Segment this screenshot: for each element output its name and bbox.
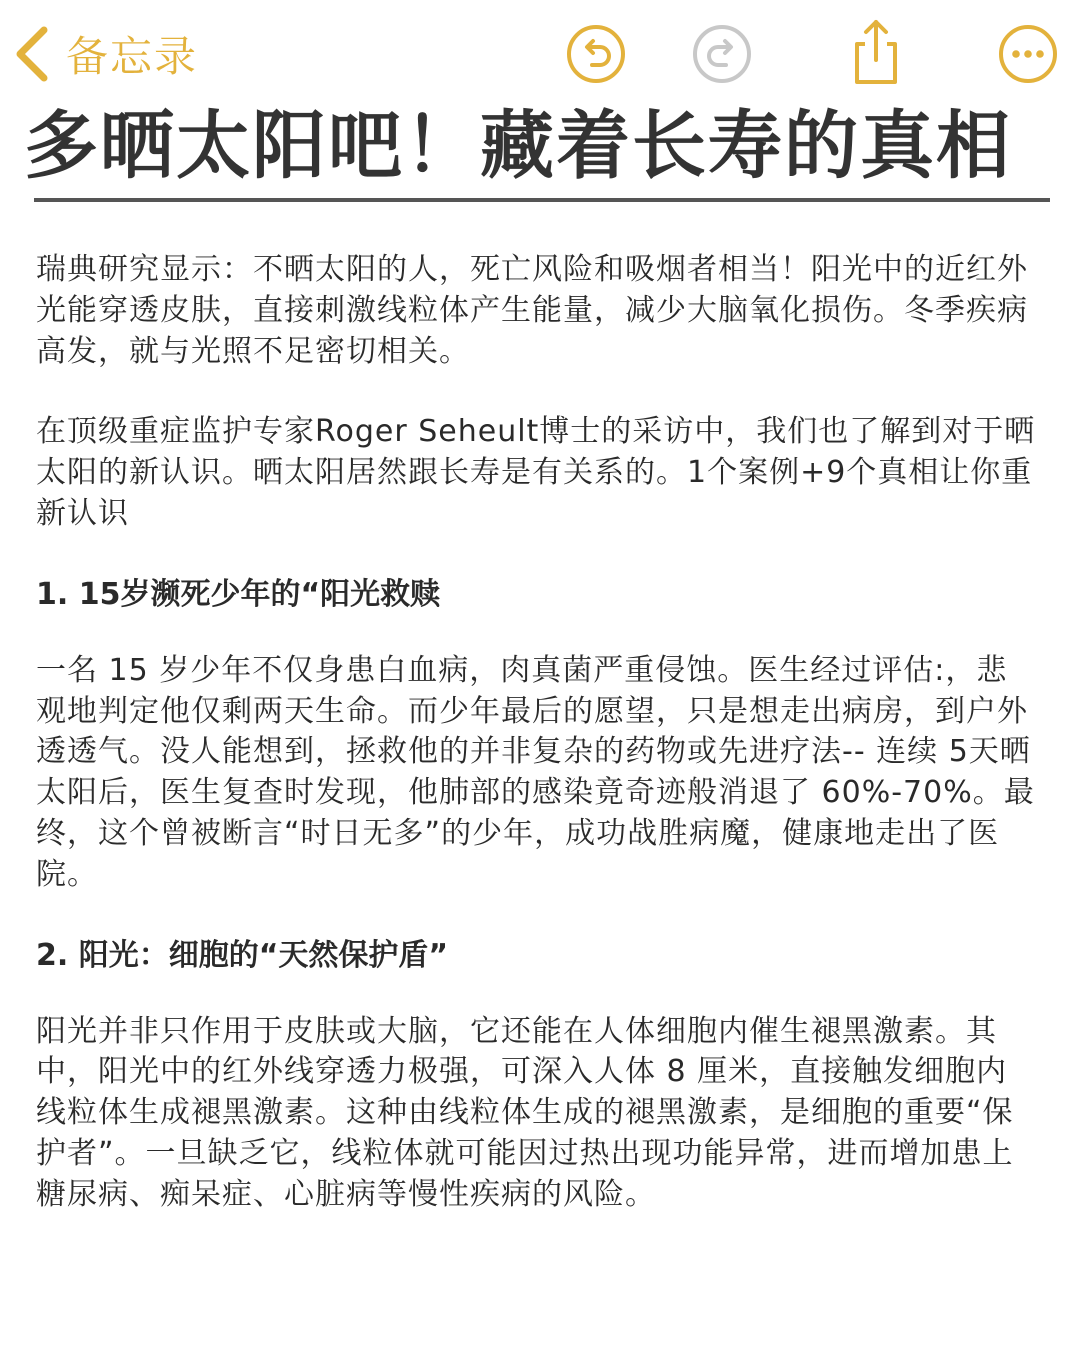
section-2-heading: 2. 阳光：细胞的“天然保护盾” bbox=[36, 937, 449, 973]
undo-icon bbox=[566, 24, 626, 84]
back-label: 备忘录 bbox=[66, 32, 199, 81]
navigation-bar bbox=[0, 0, 1080, 105]
paragraph-spacer bbox=[36, 896, 1036, 936]
title-divider bbox=[34, 198, 1050, 202]
redo-icon bbox=[692, 24, 752, 84]
section-1-body: 一名 15 岁少年不仅身患白血病，肉真菌严重侵蚀。医生经过评估:，悲观地判定他仅剩两天生命。而少年最后的愿望，只是想走出病房，到户外透透气。没人能想到，拯救他的并非复杂的药物或先进疗法-- 连续 5天晒太阳后，医生复查时发现，他肺部的感染竟奇迹般消退了 60%-70%。最终，这个曾被断言“时日无多”的少年，成功战胜病魔，健康地走出了医院。 bbox=[36, 652, 1035, 892]
background-paragraph: 在顶级重症监护专家Roger Seheult博士的采访中，我们也了解到对于晒太阳的新认识。晒太阳居然跟长寿是有关系的。1个案例+9个真相让你重新认识 bbox=[36, 414, 1036, 531]
paragraph-spacer bbox=[36, 535, 1036, 575]
intro-paragraph: 瑞典研究显示：不晒太阳的人，死亡风险和吸烟者相当！阳光中的近红外光能穿透皮肤，直接刺激线粒体产生能量，减少大脑氧化损伤。冬季疾病高发，就与光照不足密切相关。 bbox=[36, 252, 1028, 369]
paragraph-spacer bbox=[36, 976, 1036, 1012]
undo-button[interactable] bbox=[566, 24, 626, 84]
paragraph-spacer bbox=[36, 372, 1036, 412]
redo-button[interactable] bbox=[692, 24, 752, 84]
share-button[interactable] bbox=[846, 18, 906, 78]
note-body[interactable] bbox=[36, 250, 1036, 1216]
paragraph-spacer bbox=[36, 615, 1036, 651]
section-1-heading: 1. 15岁濒死少年的“阳光救赎 bbox=[36, 576, 441, 612]
section-2-body: 阳光并非只作用于皮肤或大脑，它还能在人体细胞内催生褪黑激素。其中，阳光中的红外线穿透力极强，可深入人体 8 厘米，直接触发细胞内线粒体生成褪黑激素。这种由线粒体生成的褪黑激素，是细胞的重要“保护者”。一旦缺乏它，线粒体就可能因过热出现功能异常，进而增加患上糖尿病、痴呆症、心脏病等慢性疾病的风险。 bbox=[36, 1013, 1014, 1212]
note-title: 多晒太阳吧！藏着长寿的真相 bbox=[24, 103, 1012, 189]
share-icon bbox=[846, 18, 906, 86]
more-button[interactable] bbox=[998, 24, 1058, 84]
more-icon bbox=[998, 24, 1058, 84]
chevron-left-icon bbox=[12, 24, 52, 84]
back-button[interactable] bbox=[12, 22, 198, 86]
